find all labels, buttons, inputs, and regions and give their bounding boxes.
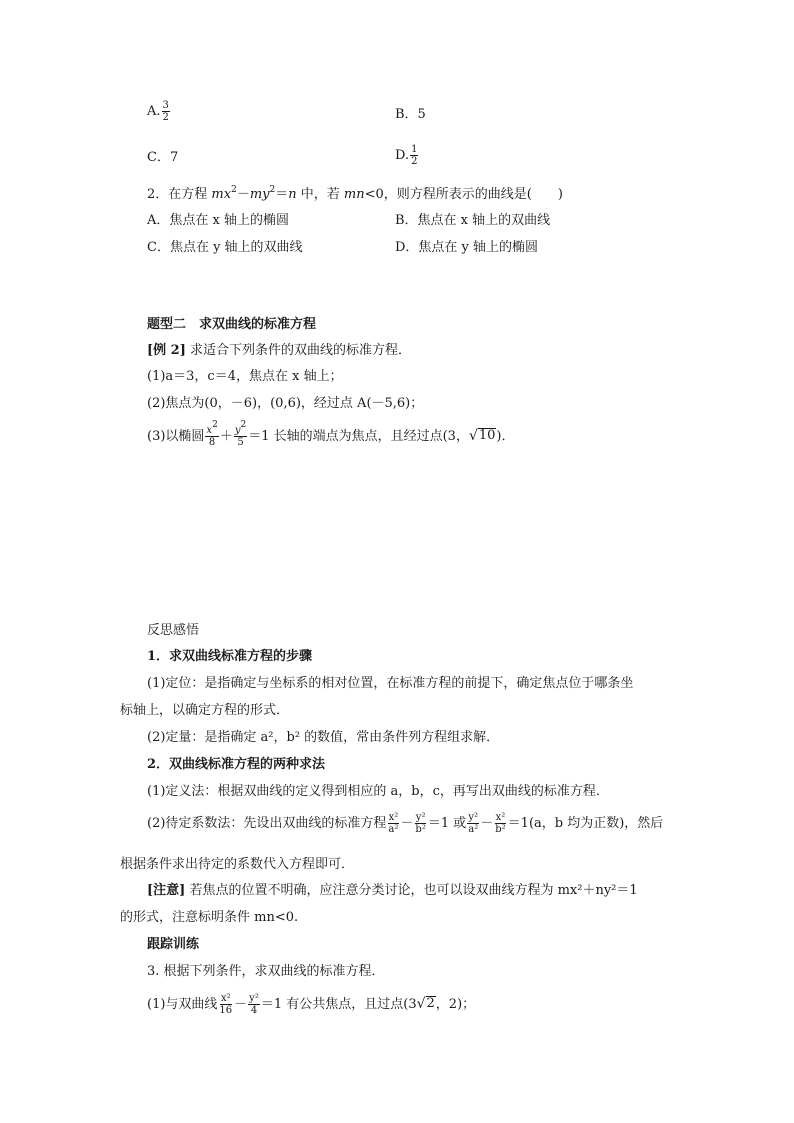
choice-a (147, 100, 171, 123)
reflection-1-step-2: (2)定量：是指确定 a²，b² 的数值，常由条件列方程组求解． (147, 730, 500, 745)
sqrt-2: √ 2 (416, 995, 435, 1012)
question-2: 2．在方程 $mx^2-my^2=n$ 中，若 mn<0，则方程所表示的曲线是( ) (147, 185, 563, 202)
choice-a-label: A. (147, 104, 161, 119)
example-2-part-2: (2)焦点为(0，－6)，(0,6)，经过点 A(－5,6)； (147, 396, 424, 411)
choice-a-fraction: $\frac{3}{2}$ (162, 100, 169, 123)
question-2-option-c: C．焦点在 y 轴上的双曲线 (147, 240, 303, 255)
section-heading-type2: 题型二 求双曲线的标准方程 (147, 317, 317, 332)
reflection-1-step-1-line-1: (1)定位：是指确定与坐标系的相对位置，在标准方程的前提下，确定焦点位于哪条坐 (147, 676, 634, 691)
reflection-note-line-2: 的形式，注意标明条件 mn<0. (120, 910, 299, 925)
choice-d-fraction: $\frac{1}{2}$ (411, 144, 418, 167)
reflection-section-1-title: 1．求双曲线标准方程的步骤 (147, 649, 313, 664)
choice-d (395, 144, 419, 167)
reflection-2-method-2: (2)待定系数法：先设出双曲线的标准方程 $\frac{\text{x²}}{\text{a²}}$ － $\frac{\text{y²}}{\text{b²}}$ ＝1 或 $\frac{\text{y²}}{\text{a²}}$ － $\frac{\text{x²}}{\text{b²}}$ ＝1(a，b 均为正数)，然后 (147, 812, 664, 835)
example-2: [例 2] 求适合下列条件的双曲线的标准方程． (147, 343, 412, 358)
example-2-part-1: (1)a＝3，c＝4，焦点在 x 轴上； (147, 369, 343, 384)
question-2-option-b: B．焦点在 x 轴上的双曲线 (395, 213, 551, 228)
reflection-2-method-1: (1)定义法：根据双曲线的定义得到相应的 a，b，c，再写出双曲线的标准方程． (147, 784, 609, 799)
reflection-section-2-title: 2．双曲线标准方程的两种求法 (147, 757, 326, 772)
choice-c: C．7 (147, 150, 179, 165)
training-heading: 跟踪训练 (147, 937, 200, 952)
choice-d-label: D. (395, 148, 410, 163)
reflection-note-line-1: [注意] 若焦点的位置不明确，应注意分类讨论，也可以设双曲线方程为 mx²＋ny²＝1 (147, 883, 638, 898)
question-2-option-d: D．焦点在 y 轴上的椭圆 (395, 240, 539, 255)
ellipse-y-fraction: $\frac{y^2}{5}$ (234, 420, 247, 448)
ellipse-x-fraction: $\frac{x^2}{8}$ (206, 420, 218, 448)
example-2-part-3: (3)以椭圆 $\frac{x^2}{8}$ ＋ $\frac{y^2}{5}$ ＝1 长轴的端点为焦点，且经过点(3， √ 10 )． (147, 420, 515, 448)
training-question-3-part-1: (1)与双曲线 $\frac{\text{x²}}{16}$ － $\frac{\text{y²}}{4}$ ＝1 有公共焦点，且过点(3 √ 2 ，2)； (147, 993, 476, 1016)
training-question-3: 3. 根据下列条件，求双曲线的标准方程． (147, 964, 385, 979)
question-2-option-a: A．焦点在 x 轴上的椭圆 (147, 213, 289, 228)
reflection-1-step-1-line-2: 标轴上，以确定方程的形式． (120, 703, 290, 718)
choice-b: B．5 (395, 107, 426, 122)
reflection-heading: 反思感悟 (147, 623, 200, 638)
reflection-2-method-2-line-2: 根据条件求出待定的系数代入方程即可． (120, 857, 355, 872)
sqrt-10: √ 10 (468, 427, 496, 444)
